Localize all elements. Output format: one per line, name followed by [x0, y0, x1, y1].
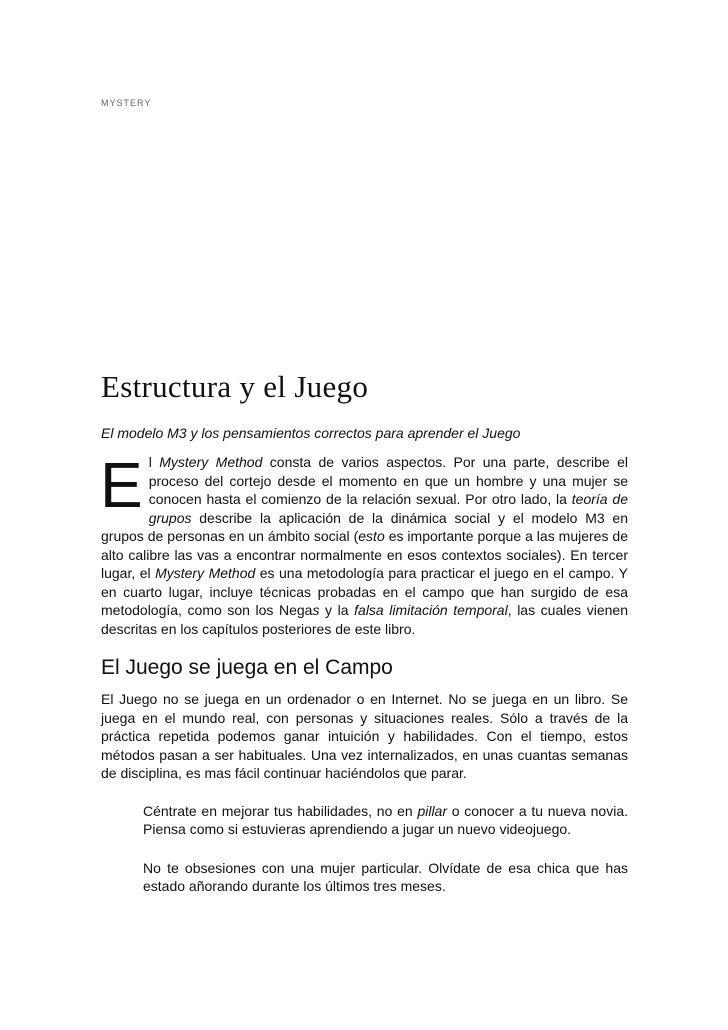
intro-paragraph — [100, 449, 629, 638]
tip-paragraph — [143, 802, 628, 839]
intro-emphasis: falsa limitación temporal — [354, 602, 508, 618]
drop-cap: E — [100, 449, 143, 521]
tip-text: No te obsesiones con una mujer particular. Olvídate de esa chica que has estado añorando durante los últimos tres meses. — [143, 859, 628, 894]
intro-text: es una metodología para practicar el juego en el campo. Y en cuarto lugar, incluye técnicas probadas en el campo que han surgido de esa metodología, como son los Nega — [101, 565, 628, 618]
section-heading: El Juego se juega en el Campo — [101, 656, 393, 679]
intro-text: consta de varios aspectos. Por una parte, describe el proceso del cortejo desde el momento en que un hombre y una mujer se conocen hasta el comienzo de la relación sexual. Por otro lado, la — [148, 454, 629, 507]
tip-paragraph — [143, 859, 628, 896]
intro-emphasis: teoría de grupos — [148, 491, 629, 526]
intro-emphasis: esto — [358, 528, 385, 544]
running-header: MYSTERY — [101, 98, 152, 108]
intro-text: describe la aplicación de la dinámica social y el modelo M3 en grupos de personas en un ámbito social ( — [101, 509, 628, 544]
section-paragraph: El Juego no se juega en un ordenador o en Internet. No se juega en un libro. Se juega en el mundo real, con personas y situaciones reales. Sólo a través de la práctica repetida podemos ganar intuición y habilidades. Con el tiempo, estos métodos pasan a ser habituales. Una vez internalizados, en unas cuantas semanas de disciplina, es mas fácil continuar haciéndolos que parar. — [101, 691, 628, 781]
tip-text: o conocer a tu nueva novia. Piensa como si estuvieras aprendiendo a jugar un nuevo videojuego. — [143, 802, 628, 837]
chapter-subtitle: El modelo M3 y los pensamientos correctos para aprender el Juego — [101, 425, 521, 441]
intro-text: , las cuales vienen descritas en los capítulos posteriores de este libro. — [101, 602, 628, 637]
intro-emphasis: s — [312, 602, 320, 618]
intro-text: l — [148, 454, 160, 470]
intro-text: es importante porque a las mujeres de alto calibre las vas a encontrar normalmente en esos contextos sociales). En tercer lugar, el — [101, 528, 628, 581]
tip-text: Céntrate en mejorar tus habilidades, no en — [143, 802, 418, 819]
intro-text: y la — [319, 602, 355, 618]
chapter-title: Estructura y el Juego — [101, 369, 369, 404]
intro-emphasis: Mystery Method — [159, 454, 263, 470]
tip-emphasis: pillar — [417, 802, 448, 819]
body-text — [100, 449, 629, 896]
intro-emphasis: Mystery Method — [155, 565, 256, 581]
